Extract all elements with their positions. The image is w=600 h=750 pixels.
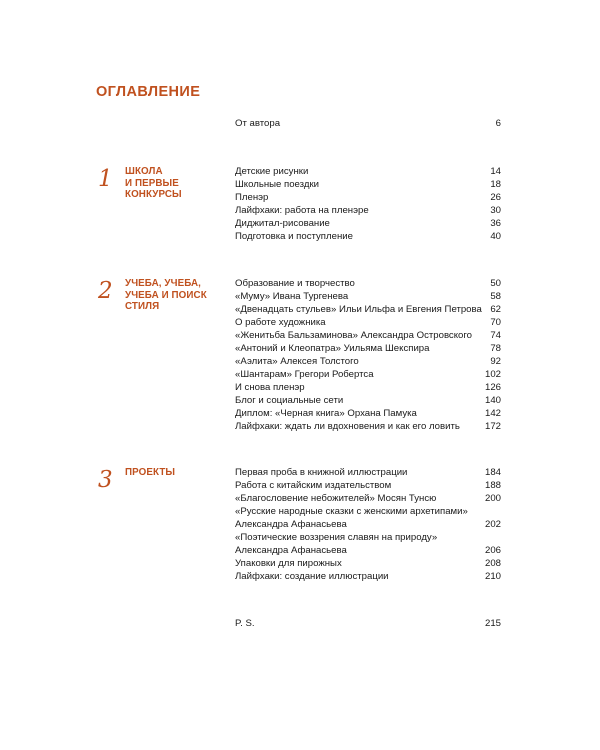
entry-page: 14 (490, 166, 501, 177)
entry-title: Александра Афанасьева (235, 519, 347, 530)
entry-title: И снова пленэр (235, 382, 305, 393)
section-3-number: 3 (98, 467, 113, 493)
entry-page: 126 (484, 382, 501, 393)
entry-title: Лайфхаки: создание иллюстрации (235, 571, 389, 582)
entry-page: 184 (484, 467, 501, 478)
entry-page: 36 (490, 218, 501, 229)
entry-title: Школьные поездки (235, 179, 320, 190)
entry-title: «Русские народные сказки с женскими архетипами» (235, 506, 468, 517)
entry-page: 30 (490, 205, 501, 216)
entry-title: Диплом: «Черная книга» Орхана Памука (235, 408, 417, 419)
section-1-name: ШКОЛА И ПЕРВЫЕ КОНКУРСЫ (125, 166, 182, 200)
entry-page: 215 (484, 618, 501, 629)
entry-title: О работе художника (235, 317, 326, 328)
entry-page: 206 (484, 545, 501, 556)
entry-page: 102 (484, 369, 501, 380)
entry-page: 140 (484, 395, 501, 406)
entry-title: Блог и социальные сети (235, 395, 344, 406)
entry-page: 188 (484, 480, 501, 491)
entry-page: 58 (490, 291, 501, 302)
entry-page: 142 (484, 408, 501, 419)
entry-title: Упаковки для пирожных (235, 558, 342, 569)
entry-page: 70 (490, 317, 501, 328)
section-2-number: 2 (98, 278, 113, 304)
entry-title: «Антоний и Клеопатра» Уильяма Шекспира (235, 343, 430, 354)
entry-title: «Аэлита» Алексея Толстого (235, 356, 359, 367)
entry-page: 78 (490, 343, 501, 354)
toc-title: ОГЛАВЛЕНИЕ (96, 84, 201, 100)
entry-title: Диджитал-рисование (235, 218, 330, 229)
entry-page: 172 (484, 421, 501, 432)
entry-title: «Муму» Ивана Тургенева (235, 291, 349, 302)
entry-title: «Шантарам» Грегори Робертса (235, 369, 374, 380)
entry-page: 18 (490, 179, 501, 190)
entry-page: 208 (484, 558, 501, 569)
entry-title: Работа с китайским издательством (235, 480, 392, 491)
section-3-name: ПРОЕКТЫ (125, 467, 176, 478)
entry-title: Лайфхаки: ждать ли вдохновения и как его ловить (235, 421, 460, 432)
entry-page: 210 (484, 571, 501, 582)
entry-page: 26 (490, 192, 501, 203)
section-2-name: УЧЕБА, УЧЕБА, УЧЕБА И ПОИСК СТИЛЯ (125, 278, 207, 312)
entry-page: 200 (484, 493, 501, 504)
entry-page: 74 (490, 330, 501, 341)
entry-title: P. S. (235, 618, 255, 629)
entry-page: 62 (490, 304, 501, 315)
entry-page: 50 (490, 278, 501, 289)
entry-page: 40 (490, 231, 501, 242)
entry-title: Александра Афанасьева (235, 545, 347, 556)
entry-page: 202 (484, 519, 501, 530)
section-1-number: 1 (98, 166, 113, 192)
entry-title: «Благословение небожителей» Мосян Тунсю (235, 493, 437, 504)
entry-title: Пленэр (235, 192, 269, 203)
entry-title: «Двенадцать стульев» Ильи Ильфа и Евгения Петрова (235, 304, 482, 315)
entry-title: «Поэтические воззрения славян на природу» (235, 532, 438, 543)
entry-title: Образование и творчество (235, 278, 355, 289)
entry-title: От автора (235, 118, 281, 129)
entry-page: 6 (495, 118, 501, 129)
entry-title: Первая проба в книжной иллюстрации (235, 467, 408, 478)
entry-title: Детские рисунки (235, 166, 309, 177)
entry-page: 92 (490, 356, 501, 367)
entry-title: «Женитьба Бальзаминова» Александра Островского (235, 330, 472, 341)
entry-title: Лайфхаки: работа на пленэре (235, 205, 369, 216)
entry-title: Подготовка и поступление (235, 231, 353, 242)
